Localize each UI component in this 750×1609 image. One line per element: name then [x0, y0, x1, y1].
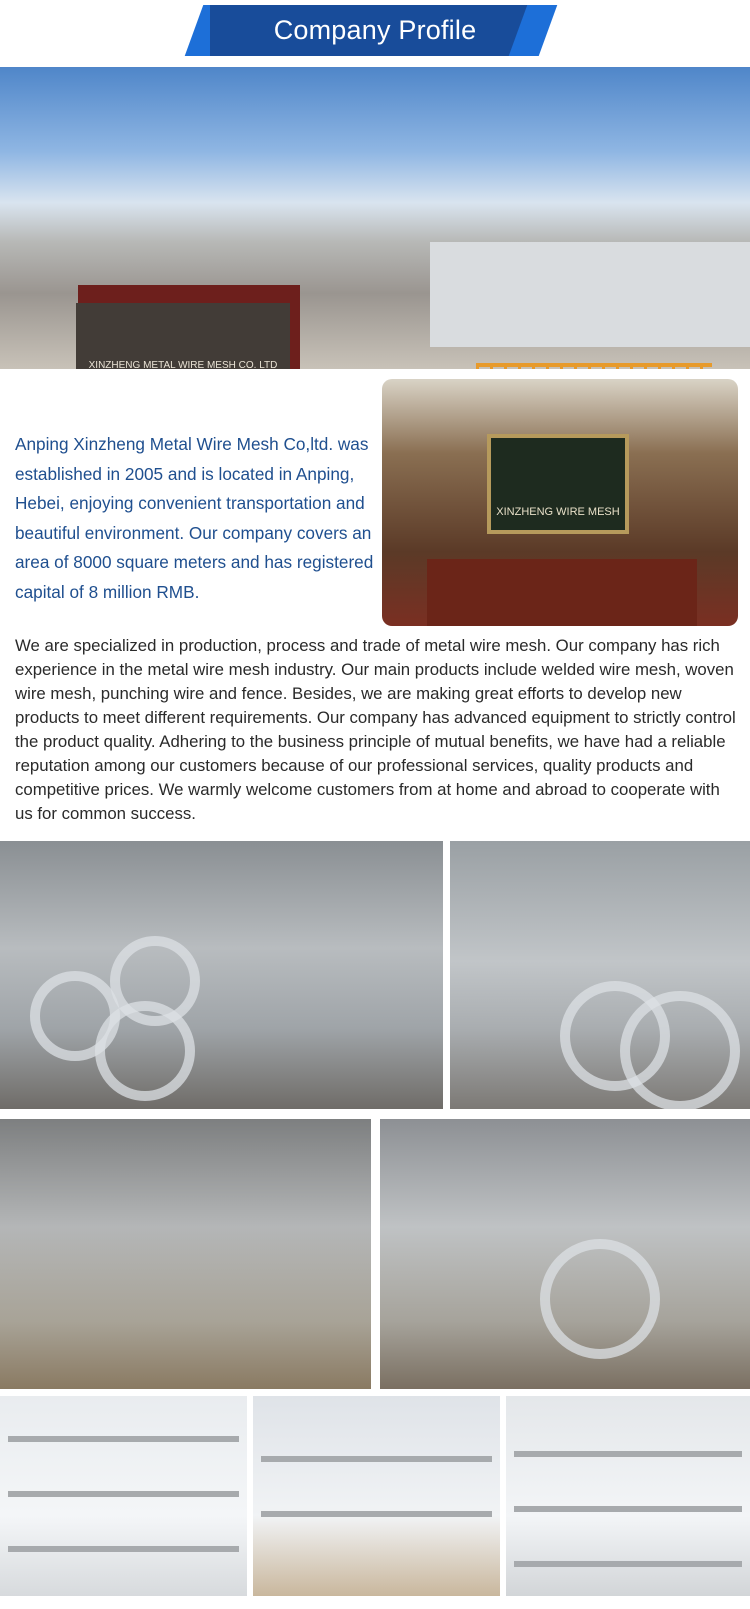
wire-coil: [620, 991, 740, 1109]
shelf: [8, 1436, 239, 1442]
barbed-wire-pallets-photo: [0, 1119, 371, 1389]
shelf: [261, 1511, 492, 1517]
office-desk: [427, 559, 697, 626]
shelf: [8, 1491, 239, 1497]
barbed-wire-stacks-photo: [380, 1119, 750, 1389]
factory-building: [430, 242, 750, 347]
wire-coil: [540, 1239, 660, 1359]
welded-mesh-series-showroom-photo: [253, 1396, 500, 1596]
factory-gate-photo: [0, 67, 750, 369]
office-photo: [382, 379, 738, 626]
orange-fence: [476, 363, 712, 369]
wire-coil: [110, 936, 200, 1026]
shelf: [514, 1561, 742, 1567]
shelf: [514, 1451, 742, 1457]
showroom-mesh-samples-photo: [0, 1396, 247, 1596]
page-title: Company Profile: [273, 15, 477, 45]
company-description-text: We are specialized in production, process and trade of metal wire mesh. Our company has rich experience in the metal wire mesh industry. Our main products include welded wire mesh, woven wire mesh, punching wire and fence. Besides, we are making great efforts to develop new products to meet different requirements. Our company has advanced equipment to strictly control the product quality. Adhering to the business principle of mutual benefits, we have had a reliable reputation among our customers because of our professional services, quality products and competitive prices. We warmly welcome customers from at home and abroad to cooperate with us for common success.: [15, 636, 736, 823]
company-sign: XINZHENG METAL WIRE MESH CO. LTD: [76, 303, 290, 369]
shelf: [261, 1456, 492, 1462]
office-signboard: XINZHENG WIRE MESH: [487, 434, 629, 534]
woven-mesh-series-showroom-photo: [506, 1396, 750, 1596]
warehouse-wire-coils-photo: [0, 841, 443, 1109]
section-title-banner: [198, 5, 552, 56]
galvanized-wire-coils-photo: [450, 841, 750, 1109]
shelf: [8, 1546, 239, 1552]
shelf: [514, 1506, 742, 1512]
company-intro-text: Anping Xinzheng Metal Wire Mesh Co,ltd. was established in 2005 and is located in Anping, Hebei, enjoying convenient transportation and beautiful environment. Our company covers an area of 8000 square meters and has registered capital of 8 million RMB.: [15, 434, 374, 602]
